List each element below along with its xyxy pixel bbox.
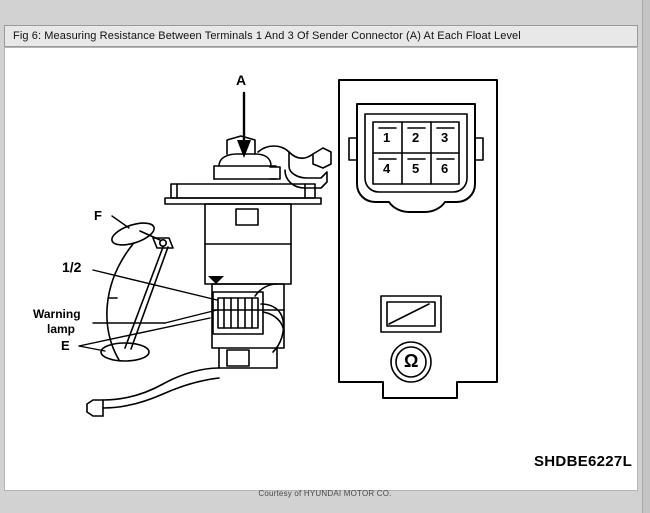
arrow-a-marker: [237, 93, 251, 158]
label-warning-line1: Warning: [33, 307, 81, 321]
label-arrow-a: A: [236, 72, 247, 88]
label-float-empty: E: [61, 338, 70, 353]
top-gutter: [0, 0, 650, 25]
technical-drawing: [5, 48, 637, 490]
courtesy-notice: Courtesy of HYUNDAI MOTOR CO.: [258, 489, 392, 498]
connector-pin-6: 6: [441, 161, 449, 176]
figure-canvas: [4, 47, 638, 491]
sender-resistor-card: [213, 292, 263, 334]
pump-top-fittings: [214, 136, 331, 188]
label-warning-line2: lamp: [47, 322, 76, 336]
sender-connector-a: [349, 104, 483, 212]
connector-pin-1: 1: [383, 130, 391, 145]
label-float-half: 1/2: [62, 259, 82, 275]
connector-pin-4: 4: [383, 161, 391, 176]
ohm-symbol: Ω: [404, 351, 419, 371]
figure-caption-bar: [4, 25, 638, 47]
connector-pin-5: 5: [412, 161, 420, 176]
pump-lower-outlet: [87, 368, 219, 416]
figure-code: SHDBE6227L: [534, 453, 633, 470]
connector-pin-2: 2: [412, 130, 420, 145]
label-float-full: F: [94, 208, 102, 223]
sender-wiring: [255, 284, 284, 352]
right-gutter: [642, 0, 650, 513]
pump-pointer-triangle: [208, 276, 224, 284]
connector-pin-3: 3: [441, 130, 449, 145]
meter-display: [381, 296, 441, 332]
figure-caption-text: Fig 6: Measuring Resistance Between Terminals 1 And 3 Of Sender Connector (A) At Each Float Level: [13, 30, 521, 42]
pump-body: [205, 204, 291, 368]
